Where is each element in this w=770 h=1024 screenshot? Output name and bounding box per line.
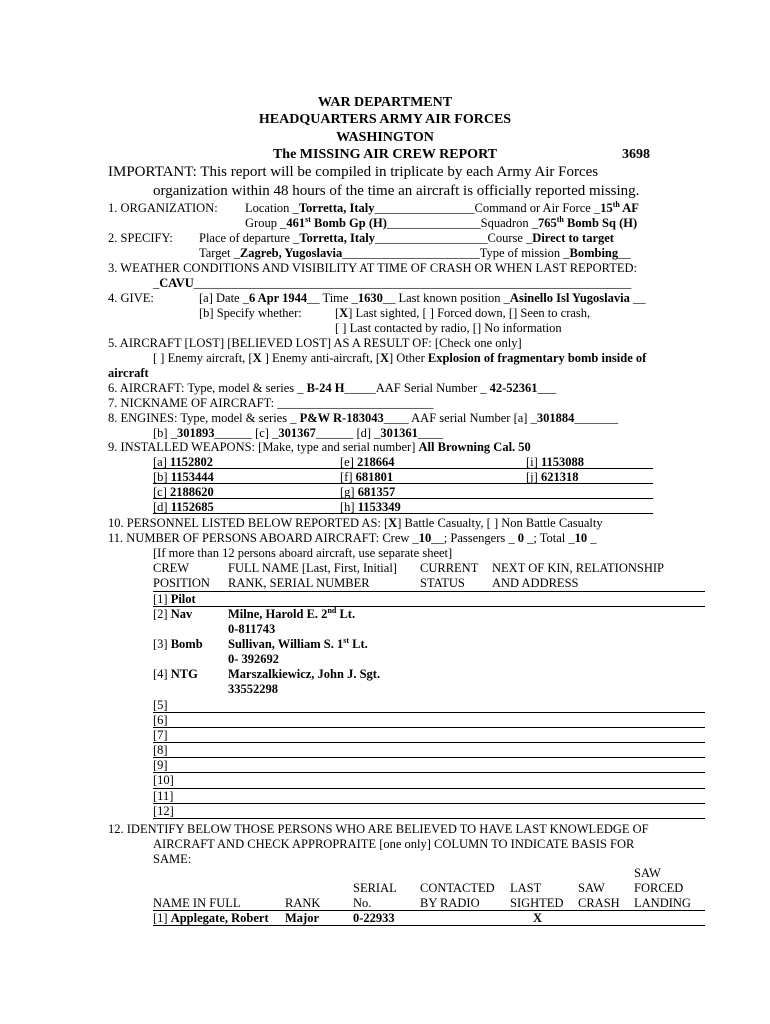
knowledge-row-1-rank: Major [285,911,320,925]
group-value: 461st Bomb Gp (H) [286,214,387,230]
crew-row-8: [8] [153,743,168,757]
crew-rule-12 [153,818,705,819]
weapon-d: [d] 1152685 [153,500,214,514]
crew-rule-5 [153,712,705,713]
departure-value: Torretta, Italy [299,231,375,245]
col-contacted-2: BY RADIO [420,896,480,910]
col-next-of-kin: NEXT OF KIN, RELATIONSHIP [492,561,664,575]
time-value: 1630 [357,291,383,305]
command-value: 15th AF [600,199,639,215]
weapons-rule-2 [153,483,653,484]
give-line-b-label: [b] Specify whether: [199,306,302,320]
weapons-rule-4 [153,513,653,514]
crew-row-4-serial: 33552298 [228,682,278,696]
last-knowledge-line2: AIRCRAFT AND CHECK APPROPRAITE [one only] COLUMN TO INDICATE BASIS FOR [153,837,635,851]
aircraft-type-value: B-24 H [306,381,345,395]
crew-rule-7 [153,742,705,743]
weapon-e: [e] 218664 [340,455,395,469]
col-rank-serial: RANK, SERIAL NUMBER [228,576,370,590]
crew-rule-6 [153,727,705,728]
persons-aboard-line: 11. NUMBER OF PERSONS ABOARD AIRCRAFT: Crew _10__; Passengers _ 0 _; Total _10 _ [108,531,597,545]
date-value: 6 Apr 1944 [248,291,308,305]
report-number: 3698 [622,147,650,162]
crew-rule-10 [153,788,705,789]
crew-rule-11 [153,803,705,804]
crew-row-4: [4] NTG [153,667,198,681]
engine-b-value: 301893 [176,426,215,440]
give-line-a: [a] Date _6 Apr 1944__ Time _1630__ Last known position _Asinello Isl Yugoslavia __ [199,291,646,305]
col-last-2: SIGHTED [510,896,564,910]
crew-row-10: [10] [153,773,174,787]
position-value: Asinello Isl Yugoslavia [509,291,630,305]
last-knowledge-line3: SAME: [153,852,192,866]
specify-label: 2. SPECIFY: [108,231,173,245]
knowledge-row-1-last-sighted-check: X [533,911,543,925]
engines-line2: [b] _301893______ [c] _301367______ [d] _301361____ [153,426,443,440]
col-status: STATUS [420,576,465,590]
col-current: CURRENT [420,561,479,575]
col-full-name: FULL NAME [Last, First, Initial] [228,561,397,575]
crew-row-3: [3] Bomb [153,637,203,651]
crew-row-2-serial: 0-811743 [228,622,276,636]
course-value: Direct to target [532,231,614,245]
anti-aircraft-check: X [252,351,262,365]
important-note-line1: IMPORTANT: This report will be compiled in triplicate by each Army Air Forces [108,164,599,180]
col-saw-crash-1: SAW [578,881,605,895]
col-saw-forced-2: FORCED [634,881,684,895]
weapon-a: [a] 1152802 [153,455,214,469]
squadron-value: 765th Bomb Sq (H) [537,214,638,230]
organization-label: 1. ORGANIZATION: [108,201,218,215]
crew-rule-8 [153,757,705,758]
aircraft-lost-line3: aircraft [108,366,149,380]
knowledge-row-1: [1] Applegate, Robert [153,911,269,925]
crew-row-2: [2] Nav [153,607,193,621]
weather-label: 3. WEATHER CONDITIONS AND VISIBILITY AT TIME OF CRASH OR WHEN LAST REPORTED: [108,261,638,275]
col-address: AND ADDRESS [492,576,579,590]
weapon-f: [f] 681801 [340,470,394,484]
weapons-rule-3 [153,498,653,499]
crew-row-11: [11] [153,789,174,803]
crew-header-rule [153,591,705,592]
col-position: POSITION [153,576,210,590]
weapon-j: [j] 621318 [526,470,579,484]
organization-line2: Group _461st Bomb Gp (H)_______________Squadron _765th Bomb Sq (H) [245,214,638,230]
give-line-b: [X] Last sighted, [ ] Forced down, [] Seen to crash, [335,306,591,320]
aircraft-lost-line2: [ ] Enemy aircraft, [X ] Enemy anti-aircraft, [X] Other Explosion of fragmentary bomb inside of [153,351,647,365]
personnel-status-line: 10. PERSONNEL LISTED BELOW REPORTED AS: [X] Battle Casualty, [ ] Non Battle Casualty [108,516,603,530]
city-heading: WASHINGTON [336,130,434,145]
engine-a-value: 301884 [536,411,575,425]
department-heading: WAR DEPARTMENT [317,95,453,110]
total-count: 10 [574,531,588,545]
important-note-line2: organization within 48 hours of the time an aircraft is officially reported missing. [153,183,640,199]
aircraft-type-line: 6. AIRCRAFT: Type, model & series _ B-24 H_____AAF Serial Number _ 42-52361___ [108,381,557,395]
crew-row-5: [5] [153,698,168,712]
crew-row-2-name: Milne, Harold E. 2nd Lt. [228,605,356,621]
engine-type-value: P&W R-183043 [299,411,384,425]
crew-row-6: [6] [153,713,168,727]
other-cause-value: Explosion of fragmentary bomb inside of [427,351,647,365]
last-knowledge-line1: 12. IDENTIFY BELOW THOSE PERSONS WHO ARE BELIEVED TO HAVE LAST KNOWLEDGE OF [108,822,649,836]
weapon-h: [h] 1153349 [340,500,401,514]
weapon-i: [i] 1153088 [526,455,584,469]
specify-line1: Place of departure _Torretta, Italy__________________Course _Direct to target [199,231,614,245]
crew-row-3-serial: 0- 392692 [228,652,280,666]
weapons-line: 9. INSTALLED WEAPONS: [Make, type and serial number] All Browning Cal. 50 [108,440,531,454]
organization-line1: Location _Torretta, Italy________________Command or Air Force _15th AF [245,199,639,215]
other-check: X [379,351,390,365]
specify-line2: Target _Zagreb, Yugoslavia______________________Type of mission _Bombing__ [199,246,631,260]
knowledge-row-1-serial: 0-22933 [353,911,395,925]
col-saw-forced-1: SAW [634,866,661,880]
crew-row-12: [12] [153,804,174,818]
engines-line1: 8. ENGINES: Type, model & series _ P&W R-183043____ AAF serial Number [a] _301884_______ [108,411,619,425]
crew-row-3-name: Sullivan, William S. 1st Lt. [228,635,368,651]
aircraft-lost-label: 5. AIRCRAFT [LOST] [BELIEVED LOST] AS A RESULT OF: [Check one only] [108,336,522,350]
crew-row-7: [7] [153,728,168,742]
passenger-count: 0 [517,531,524,545]
col-name-in-full: NAME IN FULL [153,896,241,910]
battle-casualty-check: X [388,516,398,530]
crew-row-4-name: Marszalkiewicz, John J. Sgt. [228,667,381,681]
persons-aboard-note: [If more than 12 persons aboard aircraft, use separate sheet] [153,546,453,560]
col-contacted-1: CONTACTED [420,881,495,895]
weapon-g: [g] 681357 [340,485,396,499]
weapons-rule-1 [153,468,653,469]
col-saw-crash-2: CRASH [578,896,620,910]
aircraft-serial-value: 42-52361 [489,381,538,395]
crew-row-9: [9] [153,758,168,772]
give-line-b2: [ ] Last contacted by radio, [] No information [335,321,562,335]
give-label: 4. GIVE: [108,291,154,305]
last-sighted-check: X [339,306,349,320]
knowledge-rule-1 [153,925,705,926]
weapon-c: [c] 2188620 [153,485,214,499]
weather-line: _CAVU______________________________________________________________________ [153,276,632,290]
crew-row-1: [1] Pilot [153,592,196,606]
engine-c-value: 301367 [278,426,316,440]
engine-d-value: 301361 [380,426,418,440]
col-serial-1: SERIAL [353,881,397,895]
weather-value: CAVU [159,276,194,290]
col-saw-forced-3: LANDING [634,896,691,910]
crew-count: 10 [418,531,432,545]
col-last-1: LAST [510,881,542,895]
headquarters-heading: HEADQUARTERS ARMY AIR FORCES [258,112,512,127]
mission-value: Bombing [569,246,619,260]
col-crew: CREW [153,561,190,575]
crew-rule-9 [153,772,705,773]
target-value: Zagreb, Yugoslavia [239,246,343,260]
location-value: Torretta, Italy [298,201,375,215]
report-title: The MISSING AIR CREW REPORT [272,147,498,162]
weapon-b: [b] 1153444 [153,470,214,484]
nickname-line: 7. NICKNAME OF AIRCRAFT: _________________________ [108,396,434,410]
weapons-make-value: All Browning Cal. 50 [418,440,531,454]
col-serial-2: No. [353,896,372,910]
col-rank: RANK [285,896,321,910]
